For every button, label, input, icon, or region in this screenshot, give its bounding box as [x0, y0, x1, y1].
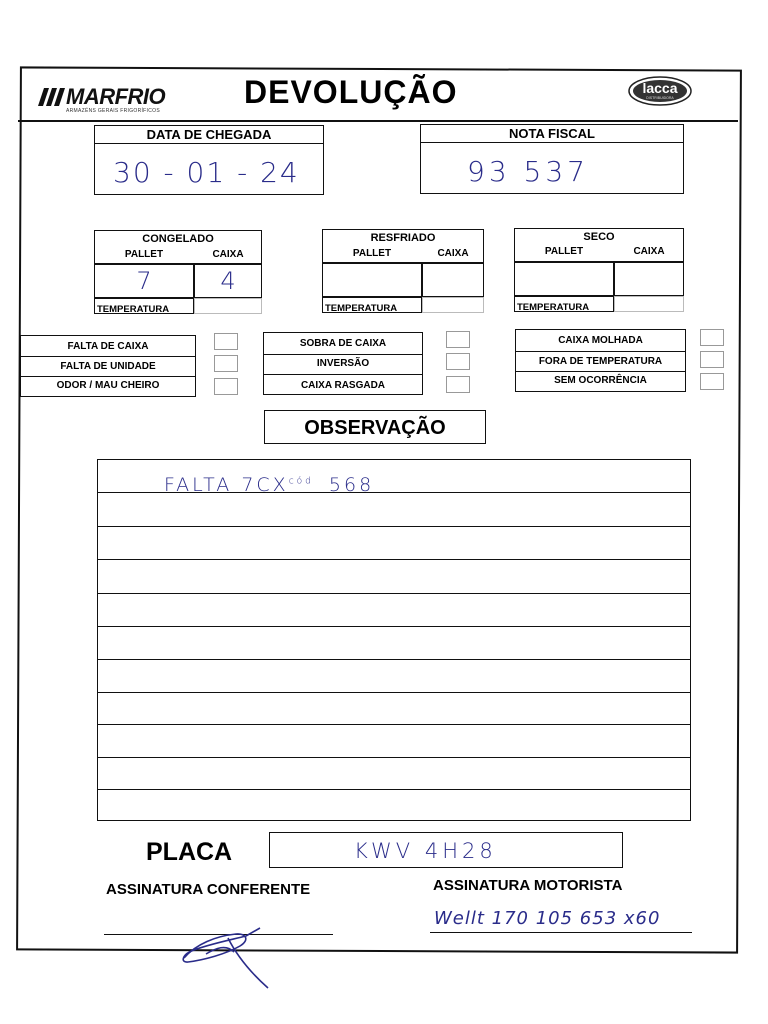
checkbox-inversao[interactable]: [446, 353, 470, 370]
observation-title: OBSERVAÇÃO: [264, 410, 486, 444]
congelado-caixa-cell[interactable]: [194, 264, 262, 298]
obs-line: [98, 692, 690, 693]
congelado-caixa-value: 4: [220, 267, 236, 295]
resfriado-pallet-label: PALLET: [352, 248, 392, 259]
logo-text: MARFRIO: [66, 84, 166, 109]
occurrence-fora-temperatura: FORA DE TEMPERATURA: [516, 352, 685, 372]
page-title: DEVOLUÇÃO: [244, 74, 458, 110]
signature-motorista-line: [430, 932, 692, 933]
resfriado-section: [322, 229, 484, 313]
resfriado-label: RESFRIADO: [370, 232, 436, 244]
obs-line: [98, 559, 690, 560]
seco-temp-label-cell: [514, 296, 614, 312]
plate-field[interactable]: [269, 832, 623, 868]
obs-line: [98, 789, 690, 790]
seco-pallet-label: PALLET: [544, 246, 584, 257]
checkbox-odor[interactable]: [214, 378, 238, 395]
lacca-text: lacca: [642, 80, 678, 96]
signature-motorista-value: Wellt 170 105 653 x60: [434, 908, 661, 929]
congelado-label: CONGELADO: [142, 233, 214, 245]
resfriado-caixa-cell[interactable]: [422, 263, 484, 297]
checkbox-falta-caixa[interactable]: [214, 333, 238, 350]
invoice-box: [420, 124, 684, 194]
plate-value: KWV 4H28: [354, 839, 497, 863]
obs-line: [98, 757, 690, 758]
congelado-caixa-label: CAIXA: [212, 249, 244, 260]
obs-line: [98, 724, 690, 725]
obs-line: [98, 626, 690, 627]
occurrence-falta-unidade: FALTA DE UNIDADE: [21, 357, 195, 377]
occurrence-group-3: [515, 329, 686, 392]
arrival-date-label: DATA DE CHEGADA: [95, 126, 323, 144]
seco-section: [514, 228, 684, 312]
seco-caixa-cell[interactable]: [614, 262, 684, 296]
congelado-temp-label-cell: [94, 298, 194, 314]
invoice-value[interactable]: 93 537: [467, 155, 589, 188]
congelado-pallet-label: PALLET: [124, 249, 164, 260]
lacca-logo: [628, 76, 692, 106]
obs-line: [98, 593, 690, 594]
occurrence-caixa-rasgada: CAIXA RASGADA: [300, 380, 386, 391]
checkbox-fora-temperatura[interactable]: [700, 351, 724, 368]
observation-line-1: [164, 474, 374, 496]
occurrence-inversao: INVERSÃO: [264, 355, 422, 375]
congelado-temp-field[interactable]: [194, 298, 262, 314]
congelado-section: [94, 230, 262, 314]
occurrence-group-2: [263, 332, 423, 395]
obs-line: [98, 659, 690, 660]
occurrence-sobra-caixa: SOBRA DE CAIXA: [264, 333, 422, 355]
logo-subtext: ARMAZÉNS GERAIS FRIGORÍFICOS: [66, 108, 160, 114]
resfriado-caixa-label: CAIXA: [437, 248, 469, 259]
resfriado-temp-field[interactable]: [422, 297, 484, 313]
checkbox-sem-ocorrencia[interactable]: [700, 373, 724, 390]
plate-label: PLACA: [146, 838, 233, 866]
observation-text: FALTA 7CX: [164, 474, 289, 496]
checkbox-caixa-rasgada[interactable]: [446, 376, 470, 393]
arrival-date-value[interactable]: 30 - 01 - 24: [113, 156, 300, 189]
observation-sup: cód: [288, 476, 314, 487]
resfriado-temp-label: TEMPERATURA: [325, 303, 398, 314]
arrival-date-box: [94, 125, 324, 195]
congelado-temp-label: TEMPERATURA: [97, 304, 170, 315]
marfrio-mark-icon: [36, 86, 70, 108]
observation-box[interactable]: [97, 459, 691, 821]
lacca-subtext: DISTRIBUIDORA: [646, 96, 674, 100]
seco-caixa-label: CAIXA: [633, 246, 665, 257]
checkbox-sobra-caixa[interactable]: [446, 331, 470, 348]
checkbox-falta-unidade[interactable]: [214, 355, 238, 372]
observation-code: 568: [328, 474, 375, 496]
seco-temp-field[interactable]: [614, 296, 684, 312]
seco-pallet-cell[interactable]: [514, 262, 614, 296]
signature-conferente-label: ASSINATURA CONFERENTE: [106, 881, 311, 898]
resfriado-pallet-cell[interactable]: [322, 263, 422, 297]
occurrence-sem-ocorrencia: SEM OCORRÊNCIA: [554, 375, 647, 386]
congelado-pallet-value: 7: [136, 267, 152, 295]
signature-motorista-label: ASSINATURA MOTORISTA: [433, 877, 623, 894]
occurrence-falta-caixa: FALTA DE CAIXA: [21, 336, 195, 357]
seco-label: SECO: [583, 231, 615, 243]
marfrio-logo: [36, 82, 181, 116]
occurrence-caixa-molhada: CAIXA MOLHADA: [516, 330, 685, 352]
occurrence-group-1: [20, 335, 196, 397]
occurrence-odor: ODOR / MAU CHEIRO: [56, 380, 160, 391]
invoice-label: NOTA FISCAL: [421, 125, 683, 143]
obs-line: [98, 526, 690, 527]
seco-temp-label: TEMPERATURA: [517, 302, 590, 313]
conferente-signature-icon: [176, 914, 276, 994]
checkbox-caixa-molhada[interactable]: [700, 329, 724, 346]
resfriado-temp-label-cell: [322, 297, 422, 313]
header-divider: [18, 120, 738, 122]
congelado-pallet-cell[interactable]: [94, 264, 194, 298]
